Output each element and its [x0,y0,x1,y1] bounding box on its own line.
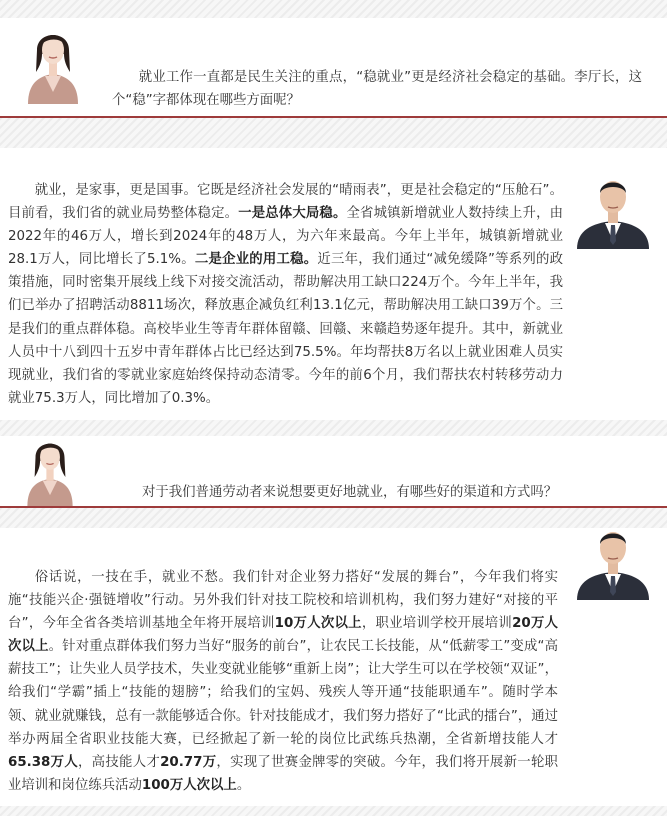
stripe-1 [0,118,667,148]
answer-2-highlight-3: 65.38万人 [8,754,78,770]
question-block-2 [0,436,667,508]
host-portrait-icon [20,20,86,104]
answer-2-part-6: 。 [236,777,251,793]
question-block-1 [0,18,667,118]
answer-1-text [8,179,563,410]
official-portrait-icon-2 [573,520,653,600]
answer-1-part-1: 就业，是家事，更是国事。它既是经济社会发展的“晴雨表”，更是社会稳定的“压舱石”。目前看，我们省的就业局势整体稳定。 [8,183,563,222]
accent-bar-2 [0,506,667,508]
answer-2-highlight-1: 10万人次以上 [274,616,362,632]
answer-2-part-2: ，职业培训学校开展培训 [361,616,513,632]
host-portrait-icon-2 [20,430,80,506]
answer-1-highlight-2: 二是企业的用工稳。 [194,252,318,268]
answer-1-highlight-1: 一是总体大局稳。 [238,206,347,222]
stripe-2 [0,420,667,436]
answer-2-highlight-5: 100万人次以上 [141,777,237,793]
answer-2-text [8,566,558,797]
stripe-3 [0,508,667,528]
accent-bar-1 [0,116,667,118]
official-portrait-icon [573,169,653,249]
question-1-text: 就业工作一直都是民生关注的重点，“稳就业”更是经济社会稳定的基础。李厅长，这个“稳”字都体现在哪些方面呢？ [112,70,642,109]
answer-2-part-1: 俗话说，一技在手，就业不愁。我们针对企业努力搭好“发展的舞台”，今年我们将实施“技能兴企·强链增收”行动。另外我们针对技工院校和培训机构，我们努力建好“对接的平台”，今年全省各类培训基地全年将开展培训 [8,570,558,632]
stripe-bottom [0,806,667,816]
answer-2-part-3: 。针对重点群体我们努力当好“服务的前台”，让农民工长技能，从“低薪零工”变成“高薪技工”；让失业人员学技术，失业变就业能够“重新上岗”；让大学生可以在学校领“双证”，给我们“学霸”插上“技能的翅膀”；给我们的宝妈、残疾人等开通“技能职通车”。随时学本领、就业就赚钱，总有一款能够适合你。针对技能成才，我们努力搭好了“比武的擂台”，通过举办两届全省职业技能大赛，已经掀起了新一轮的岗位比武练兵热潮，全省新增技能人才 [8,639,559,747]
answer-block-1 [0,148,667,420]
answer-block-2 [0,528,667,806]
question-2-text: 对于我们普通劳动者来说想要更好地就业，有哪些好的渠道和方式吗？ [142,485,558,500]
answer-2-part-5: ，实现了世赛金牌零的突破。今年，我们将开展新一轮职业培训和岗位练兵活动 [8,754,559,793]
answer-2-part-4: ，高技能人才 [78,754,161,770]
answer-1-part-3: 近三年，我们通过“减免缓降”等系列的政策措施，同时密集开展线上线下对接交流活动，帮助解决用工缺口224万个。今年上半年，我们已举办了招聘活动8811场次，释放惠企减负红利13.1亿元，帮助解决用工缺口39万个。三是我们的重点群体稳。高校毕业生等青年群体留赣、回赣、来赣趋势逐年提升。其中，新就业人员中十八到四十五岁中青年群体占比已经达到75.5%。年均帮扶8万名以上就业困难人员实现就业，我们省的零就业家庭始终保持动态清零。今年的前6个月，我们帮扶农村转移劳动力就业75.3万人，同比增加了0.3%。 [8,252,563,406]
stripe-top [0,0,667,18]
answer-1-part-2: 全省城镇新增就业人数持续上升，由2022年的46万人，增长到2024年的48万人，为六年来最高。今年上半年，城镇新增就业28.1万人，同比增长了5.1%。 [8,206,564,268]
answer-2-highlight-2: 20万人次以上 [8,616,559,655]
answer-2-highlight-4: 20.77万 [160,754,217,770]
